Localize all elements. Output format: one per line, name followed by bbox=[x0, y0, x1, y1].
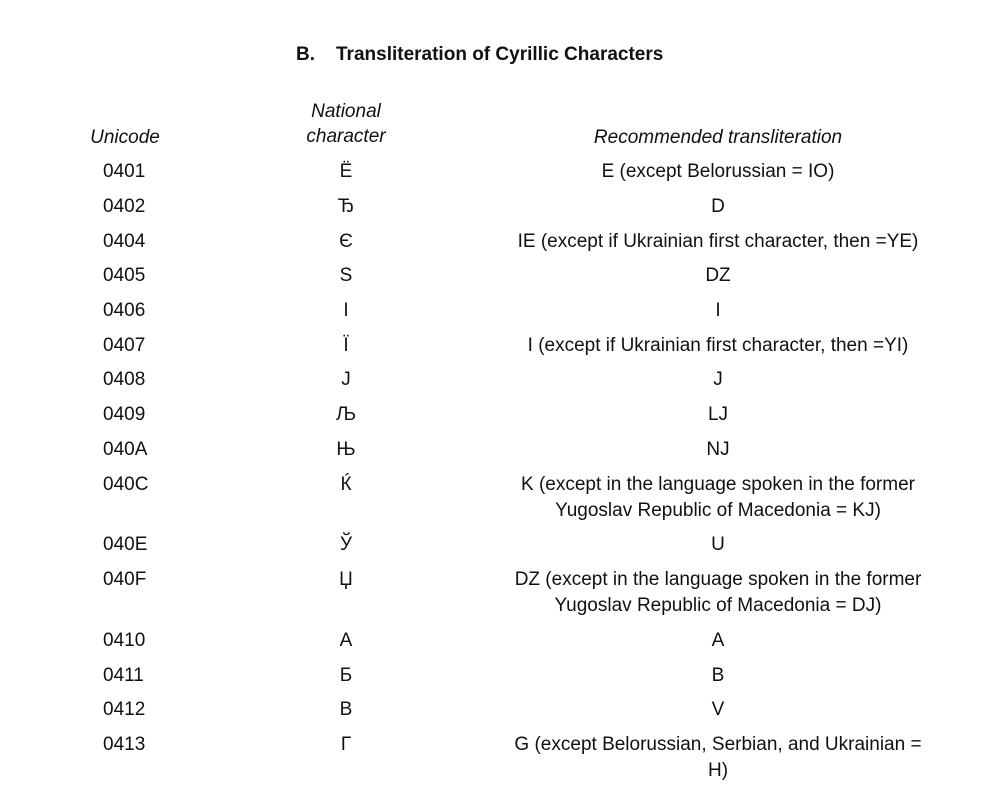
column-header-national-line1: National bbox=[311, 101, 381, 122]
national-character-cell: Ј bbox=[341, 369, 351, 390]
national-character-cell: Б bbox=[339, 665, 353, 686]
unicode-cell: 0407 bbox=[103, 335, 146, 356]
unicode-cell: 0409 bbox=[103, 404, 146, 425]
transliteration-cell: K (except in the language spoken in the former Yugoslav Republic of Macedonia = KJ) bbox=[521, 474, 915, 521]
section-title: Transliteration of Cyrillic Characters bbox=[336, 44, 664, 65]
transliteration-cell: D bbox=[711, 196, 725, 217]
unicode-cell: 0412 bbox=[103, 699, 146, 720]
column-header-national-character bbox=[276, 99, 416, 149]
unicode-cell: 0411 bbox=[103, 665, 144, 686]
transliteration-cell: I (except if Ukrainian first character, then =YI) bbox=[527, 335, 909, 356]
national-character-cell: Љ bbox=[335, 404, 357, 425]
transliteration-cell: U bbox=[711, 534, 725, 555]
unicode-cell: 0406 bbox=[103, 300, 146, 321]
national-character-cell: Г bbox=[340, 734, 352, 755]
section-number: B. bbox=[296, 44, 315, 65]
national-character-cell: Ќ bbox=[340, 474, 352, 495]
transliteration-cell: B bbox=[711, 665, 725, 686]
unicode-cell: 040C bbox=[103, 474, 149, 495]
transliteration-cell: DZ bbox=[705, 265, 731, 286]
national-character-cell: Њ bbox=[336, 439, 356, 460]
unicode-cell: 040A bbox=[103, 439, 148, 460]
national-character-cell: Є bbox=[339, 231, 353, 252]
transliteration-cell: V bbox=[711, 699, 725, 720]
transliteration-cell: NJ bbox=[706, 439, 730, 460]
national-character-cell: Ѕ bbox=[339, 265, 353, 286]
column-header-recommended-transliteration: Recommended transliteration bbox=[593, 127, 843, 148]
transliteration-cell: A bbox=[711, 630, 725, 651]
transliteration-cell: G (except Belorussian, Serbian, and Ukrainian = H) bbox=[514, 734, 922, 781]
transliteration-cell: IE (except if Ukrainian first character, then =YE) bbox=[517, 231, 919, 252]
national-character-cell: І bbox=[343, 300, 349, 321]
unicode-cell: 0402 bbox=[103, 196, 146, 217]
unicode-cell: 0404 bbox=[103, 231, 146, 252]
transliteration-cell: J bbox=[713, 369, 723, 390]
transliteration-cell: DZ (except in the language spoken in the former Yugoslav Republic of Macedonia = DJ) bbox=[514, 569, 922, 616]
national-character-cell: Ў bbox=[339, 534, 353, 555]
section-heading bbox=[296, 44, 663, 66]
national-character-cell: В bbox=[339, 699, 353, 720]
column-header-national-line2: character bbox=[306, 126, 386, 147]
unicode-cell: 0408 bbox=[103, 369, 146, 390]
unicode-cell: 040F bbox=[103, 569, 147, 590]
unicode-cell: 040E bbox=[103, 534, 148, 555]
unicode-cell: 0413 bbox=[103, 734, 146, 755]
unicode-cell: 0401 bbox=[103, 161, 146, 182]
national-character-cell: Џ bbox=[339, 569, 353, 590]
national-character-cell: Ё bbox=[339, 161, 353, 182]
unicode-cell: 0410 bbox=[103, 630, 146, 651]
transliteration-cell: LJ bbox=[707, 404, 729, 425]
national-character-cell: Ї bbox=[343, 335, 349, 356]
transliteration-cell: E (except Belorussian = IO) bbox=[601, 161, 835, 182]
unicode-cell: 0405 bbox=[103, 265, 146, 286]
national-character-cell: А bbox=[339, 630, 353, 651]
column-header-unicode: Unicode bbox=[90, 127, 160, 148]
national-character-cell: Ђ bbox=[337, 196, 355, 217]
transliteration-cell: I bbox=[715, 300, 721, 321]
